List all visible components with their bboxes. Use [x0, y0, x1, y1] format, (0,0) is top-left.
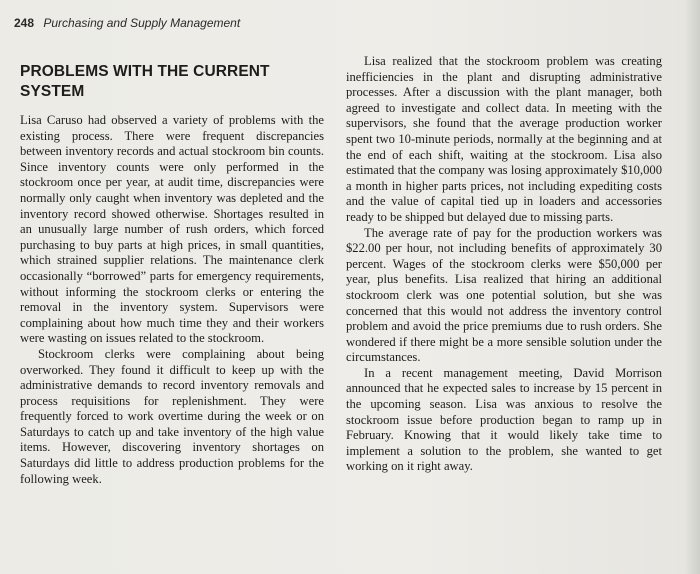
paragraph-inefficiencies: Lisa realized that the stockroom problem was creating inefficiencies in the plant and disrupting administrative processes. After a discussion with the plant manager, both agreed to investigate and collect data. In meeting with the supervisors, she found that the average production worker spent two 10-minute periods, normally at the beginning and at the end of each shift, waiting at the stockroom. Lisa also estimated that the company was losing approximately $10,000 a month in higher parts prices, not including expediting costs and the value of capital tied up in loaders and accessories ready to be shipped but delayed due to missing parts.	[346, 54, 662, 224]
right-column	[346, 54, 662, 475]
running-title: Purchasing and Supply Management	[43, 16, 241, 30]
section-heading-line1: PROBLEMS WITH THE CURRENT	[20, 63, 270, 80]
page-header	[14, 16, 240, 30]
paragraph-management-meeting: In a recent management meeting, David Morrison announced that he expected sales to increase by 15 percent in the upcoming season. Lisa was anxious to resolve the stockroom issue before production began to ramp up in February. Knowing that it would likely take time to implement a solution to the problem, she wanted to get working on it right away.	[346, 365, 662, 474]
section-heading-line2: SYSTEM	[20, 83, 85, 100]
page-edge-shadow	[684, 0, 700, 574]
page-number: 248	[14, 16, 35, 30]
section-heading	[20, 62, 324, 102]
paragraph-problems: Lisa Caruso had observed a variety of problems with the existing process. There were frequent discrepancies between inventory records and actual stockroom bin counts. Since inventory counts were only performed in the stockroom once per year, at audit time, discrepancies were normally only caught when inventory was depleted and the inventory record showed otherwise. Shortages resulted in an unusually large number of rush orders, which forced purchasing to buy parts at high prices, in small quantities, which strained supplier relations. The maintenance clerk occasionally “borrowed” parts for emergency requirements, without informing the stockroom clerks or entering the removal in the inventory system. Supervisors were complaining about how much time they and their workers were wasting on issues related to the stockroom.	[20, 113, 324, 346]
paragraph-stockroom-clerks: Stockroom clerks were complaining about being overworked. They found it difficult to keep up with the administrative demands to record inventory removals and process requisitions for replenishment. They were frequently forced to work overtime during the week or on Saturdays to catch up and take inventory of the high value items. However, discovering inventory shortages on Saturdays did little to address production problems for the following week.	[20, 346, 324, 486]
left-column	[20, 62, 324, 487]
paragraph-pay-rates: The average rate of pay for the production workers was $22.00 per hour, not including benefits of approximately 30 percent. Wages of the stockroom clerks were $50,000 per year, plus benefits. Lisa realized that hiring an additional stockroom clerk was one potential solution, but she was concerned that this would not address the inventory control problem and avoid the price premiums due to rush orders. She wondered if there might be a more sensible solution under the circumstances.	[346, 225, 662, 365]
